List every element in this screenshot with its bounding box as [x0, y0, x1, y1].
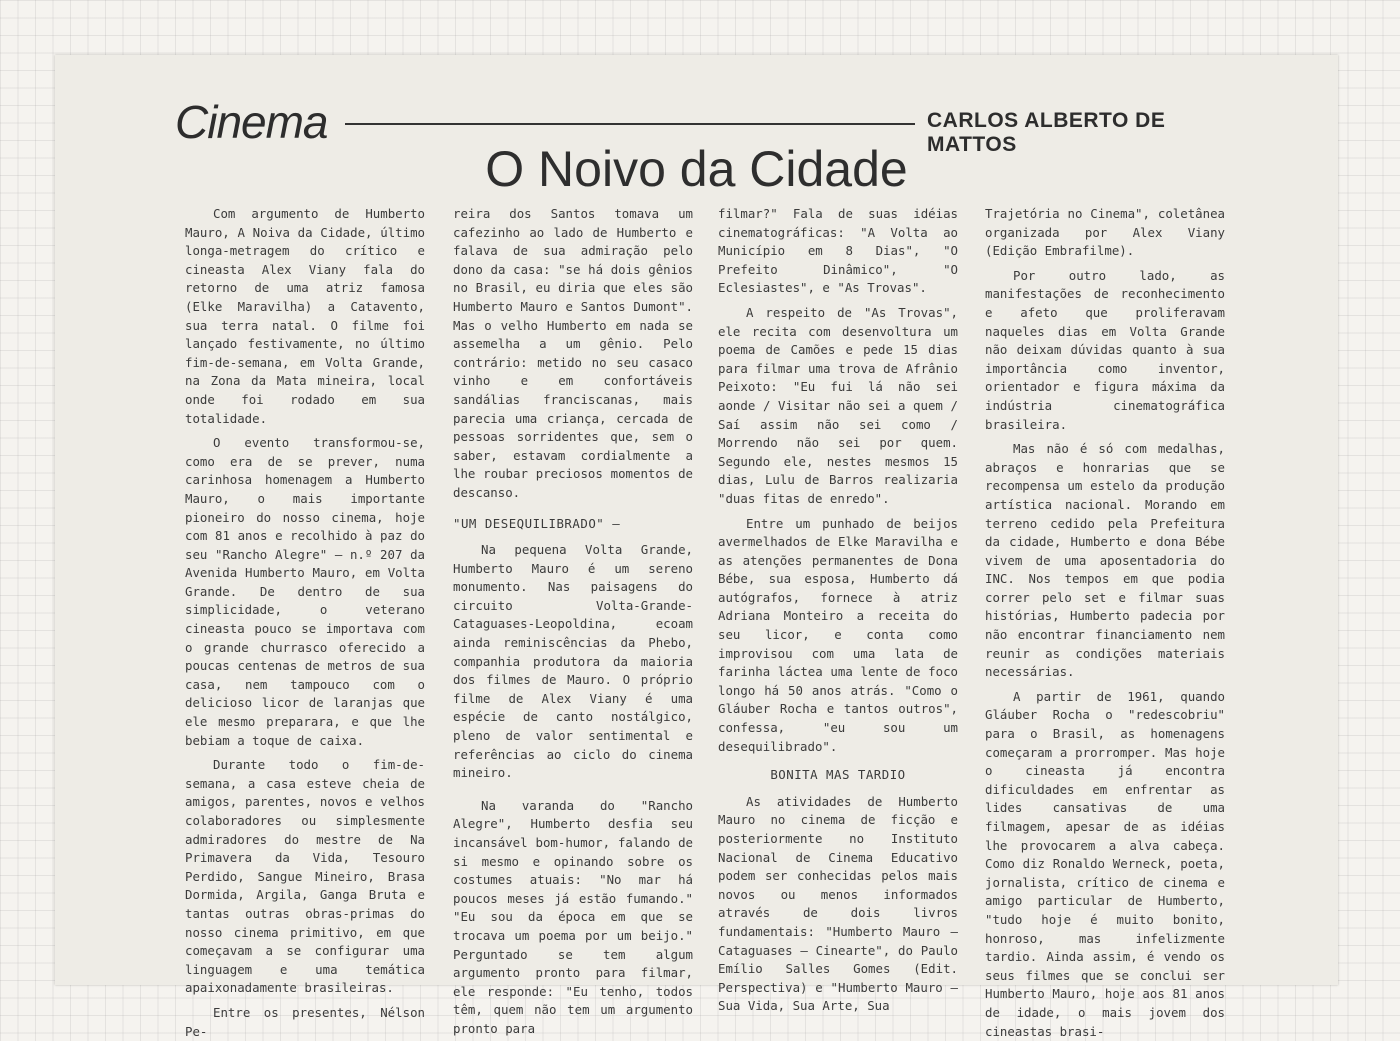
paragraph: Com argumento de Humberto Mauro, A Noiva da Cidade, último longa-metragem do crítico e cineasta Alex Viany fala do retorno de uma atriz famosa (Elke Maravilha) a Catavento, sua terra natal. O filme foi lançado festivamente, no último fim-de-semana, em Volta Grande, na Zona da Mata mineira, local onde foi rodado em sua totalidade.: [185, 206, 425, 426]
paragraph: A respeito de "As Trovas", ele recita com desenvoltura um poema de Camões e pede 15 dias para filmar uma trova de Afrânio Peixoto: "Eu fui lá não sei aonde / Visitar não sei a quem / Saí assim não sei como / Morrendo não sei por quem. Segundo ele, nestes mesmos 15 dias, Lulu de Barros realizaria "duas fitas de enredo".: [718, 304, 958, 506]
subheading: BONITA MAS TARDIO: [770, 767, 906, 783]
subheading: "UM DESEQUILIBRADO" —: [453, 515, 621, 531]
paragraph: filmar?" Fala de suas idéias cinematográficas: "A Volta ao Município em 8 Dias", "O Prefeito Dinâmico", "O Eclesiastes", e "As Trovas".: [718, 206, 958, 296]
newspaper-clipping: [55, 55, 1338, 1039]
column-4: [985, 205, 1225, 1039]
paragraph: Trajetória no Cinema", coletânea organizada por Alex Viany (Edição Embrafilme).: [985, 206, 1225, 259]
paragraph: Na varanda do "Rancho Alegre", Humberto desfia seu incansável bom-humor, falando de si mesmo e opinando sobre os costumes atuais: "No mar há poucos meses já estão fumando." "Eu sou da época em que se trocava um poema por um beijo." Perguntado se tem algum argumento pronto para filmar, ele responde: "Eu tenho, todos têm, quem não tem um argumento pronto para: [453, 797, 693, 1036]
author-byline: CARLOS ALBERTO DE MATTOS: [927, 109, 1166, 156]
paragraph: Durante todo o fim-de-semana, a casa esteve cheia de amigos, parentes, novos e velhos colaboradores ou simplesmente admiradores do mestre de Na Primavera da Vida, Tesouro Perdido, Sangue Mineiro, Brasa Dormida, Argila, Ganga Bruta e tantas outras obras-primas do nosso cinema primitivo, em que começavam a se configurar uma linguagem e uma temática apaixonadamente brasileiras.: [185, 757, 425, 996]
column-2: [453, 205, 693, 1036]
paragraph: Entre os presentes, Nélson Pe-: [185, 1004, 425, 1039]
paragraph: Na pequena Volta Grande, Humberto Mauro é um sereno monumento. Nas paisagens do circuito Volta-Grande-Cataguases-Leopoldina, ecoam ainda reminiscências da Phebo, companhia produtora da maioria dos filmes de Mauro. O próprio filme de Alex Viany é uma espécie de canto nostálgico, pleno de valor sentimental e referências ao ciclo do cinema mineiro.: [453, 542, 693, 781]
paragraph: Entre um punhado de beijos avermelhados de Elke Maravilha e as atenções permanentes de Dona Bébe, sua esposa, Humberto dá autógrafos, fornece à atriz Adriana Monteiro a receita do seu licor, e conta como improvisou com uma lata de farinha láctea uma lente de foco longo há 50 anos atrás. "Como o Gláuber Rocha e tantos outros", confessa, "eu sou um desequilibrado".: [718, 515, 958, 754]
paragraph: Mas não é só com medalhas, abraços e honrarias que se recompensa um estelo da produção artística nacional. Morando em terreno cedido pela Prefeitura da cidade, Humberto e dona Bébe vivem de uma aposentadoria do INC. Nos tempos em que podia correr pelo set e filmar suas histórias, Humberto padecia por não encontrar financiamento nem reunir as condições materiais necessárias.: [985, 441, 1225, 680]
paragraph: Por outro lado, as manifestações de reconhecimento e afeto que proliferavam naqueles dias em Volta Grande não deixam dúvidas quanto à sua importância como inventor, orientador e figura máxima da indústria cinematográfica brasileira.: [985, 267, 1225, 432]
paragraph: O evento transformou-se, como era de se prever, numa carinhosa homenagem a Humberto Mauro, o mais importante pioneiro do nosso cinema, hoje com 81 anos e recolhido à paz do seu "Rancho Alegre" — n.º 207 da Avenida Humberto Mauro, em Volta Grande. De dentro de sua simplicidade, o veterano cineasta pouco se importava com o grande churrasco oferecido a poucas centenas de metros de sua casa, nem tampouco com o delicioso licor de laranjas que ele mesmo preparara, e que lhe bebiam a toque de caixa.: [185, 435, 425, 748]
column-1: [185, 205, 425, 1039]
paragraph: A partir de 1961, quando Gláuber Rocha o "redescobriu" para o Brasil, as homenagens começaram a prorromper. Mas hoje o cineasta já encontra dificuldades em enfrentar as lides cansativas de uma filmagem, apesar de as idéias lhe provocarem a alva cabeça. Como diz Ronaldo Werneck, poeta, jornalista, crítico de cinema e amigo particular de Humberto, "tudo hoje é muito bonito, honroso, mas infelizmente tardio. Ainda assim, é vendo os seus filmes que se conclui ser Humberto Mauro, hoje aos 81 anos de idade, o mais jovem dos cineastas brasi-: [985, 688, 1225, 1039]
header-rule: [345, 123, 915, 125]
paragraph: reira dos Santos tomava um cafezinho ao lado de Humberto e falava de sua admiração pelo dono da casa: "se há dois gênios no Brasil, eu diria que eles são Humberto Mauro e Santos Dumont". Mas o velho Humberto em nada se assemelha a um gênio. Pelo contrário: metido no seu casaco vinho e em confortáveis sandálias franciscanas, mais parecia uma criança, cercada de pessoas sorridentes que, sem o saber, estavam cordialmente a lhe roubar preciosos momentos de descanso.: [453, 206, 693, 500]
article-headline: O Noivo da Cidade: [485, 141, 908, 197]
section-title: Cinema: [175, 96, 328, 148]
paragraph: As atividades de Humberto Mauro no cinema de ficção e posteriormente no Instituto Nacional de Cinema Educativo podem ser conhecidas pelos mais novos ou menos informados através de dois livros fundamentais: "Humberto Mauro — Cataguases — Cinearte", do Paulo Emílio Salles Gomes (Edit. Perspectiva) e "Humberto Mauro — Sua Vida, Sua Arte, Sua: [718, 793, 958, 1014]
column-3: [718, 205, 958, 1014]
